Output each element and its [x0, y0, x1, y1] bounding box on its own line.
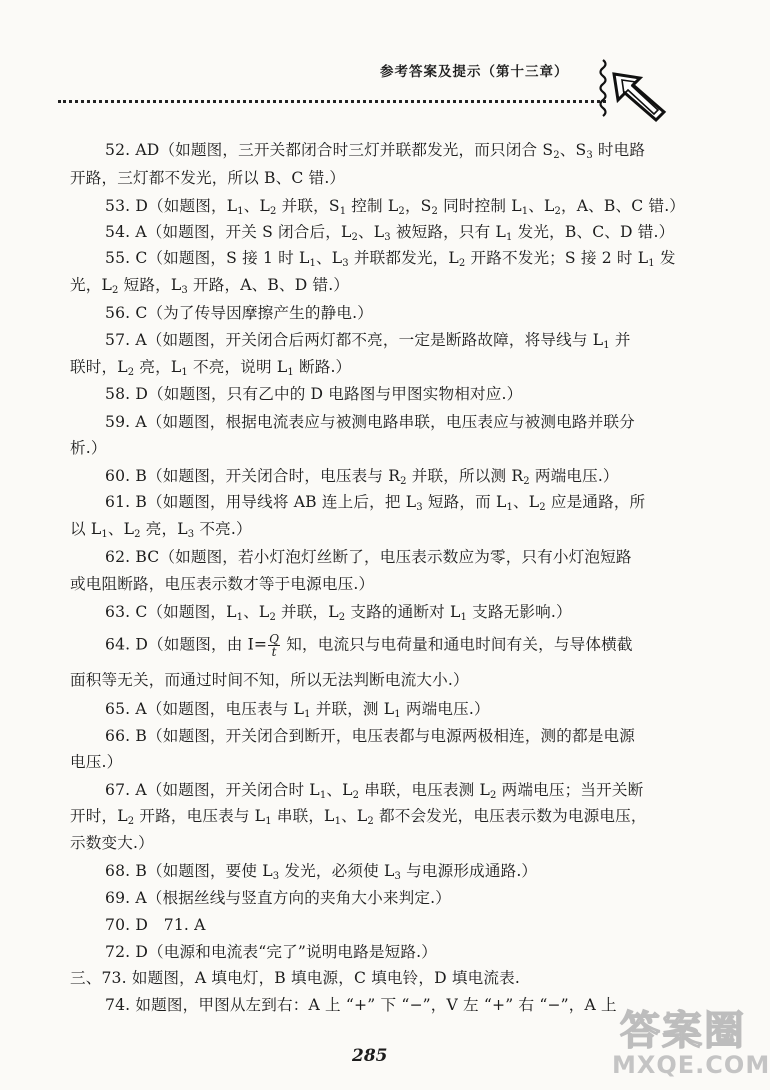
answer-line: 61. B（如题图，用导线将 AB 连上后，把 $L_3$ 短路，而 $L_1$、$L_2$ 应是通路，所 [105, 493, 646, 513]
watermark-site-text: MXQE.COM [612, 1051, 770, 1079]
answer-line: 面积等无关，而通过时间不知，所以无法判断电流大小.） [70, 671, 469, 689]
answer-line: 69. A（根据丝线与竖直方向的夹角大小来判定.） [105, 889, 452, 907]
answer-line: 54. A（如题图，开关 S 闭合后，$L_2$、$L_3$ 被短路，只有 $L_1$ 发光，B、C、D 错.） [105, 223, 675, 243]
answer-line: 或电阻断路，电压表示数才等于电源电压.） [70, 575, 375, 593]
answer-line: 66. B（如题图，开关闭合到断开，电压表都与电源两极相连，测的都是电源 [105, 727, 636, 745]
answer-line: 开时，$L_2$ 开路，电压表与 $L_1$ 串联，$L_1$、$L_2$ 都不会发光，电压表示数为电源电压， [70, 807, 647, 827]
answer-line: 三、73. 如题图，A 填电灯，B 填电源，C 填电铃，D 填电流表. [70, 969, 521, 987]
answer-line: 70. D 71. A [105, 916, 206, 934]
answer-line: 74. 如题图，甲图从左到右：A 上 “+” 下 “−”，V 左 “+” 右 “−”，A 上 [105, 996, 617, 1014]
answer-line: 开路，三灯都不发光，所以 B、C 错.） [70, 169, 346, 187]
formula-fraction: $\frac{Q}{t}$ [269, 632, 280, 659]
watermark-logo [606, 995, 770, 1085]
answer-line: 72. D（电源和电流表“完了”说明电路是短路.） [105, 943, 438, 961]
answer-line: 64. D（如题图，由 I= $\frac{Q}{t}$ 知，电流只与电荷量和通电时间有关，与导体横截 [105, 632, 633, 659]
answer-line: 示数变大.） [70, 834, 154, 852]
answer-line: 55. C（如题图，S 接 1 时 $L_1$、$L_3$ 并联都发光，$L_2$ 开路不发光；S 接 2 时 $L_1$ 发 [105, 249, 676, 269]
answer-line: 58. D（如题图，只有乙中的 D 电路图与甲图实物相对应.） [105, 385, 523, 403]
answer-line: 67. A（如题图，开关闭合时 $L_1$、$L_2$ 串联，电压表测 $L_2$ 两端电压；当开关断 [105, 781, 644, 801]
answer-line: 以 $L_1$、$L_2$ 亮，$L_3$ 不亮.） [70, 520, 252, 540]
answer-line: 联时，$L_2$ 亮，$L_1$ 不亮，说明 $L_1$ 断路.） [70, 358, 352, 378]
answer-line: 光，$L_2$ 短路，$L_3$ 开路，A、B、D 错.） [70, 276, 350, 296]
answer-line: 59. A（如题图，根据电流表应与被测电路串联，电压表应与被测电路并联分 [105, 413, 635, 431]
answer-line: 60. B（如题图，开关闭合时，电压表与 $R_2$ 并联，所以测 $R_2$ 两端电压.） [105, 467, 619, 487]
answer-line: 57. A（如题图，开关闭合后两灯都不亮，一定是断路故障，将导线与 $L_1$ 并 [105, 331, 631, 351]
answer-line: 63. C（如题图，$L_1$、$L_2$ 并联，$L_2$ 支路的通断对 $L_1$ 支路无影响.） [105, 603, 572, 623]
answer-line: 析.） [70, 439, 107, 457]
page-number: 285 [352, 1046, 388, 1066]
answer-line: 53. D（如题图，$L_1$、$L_2$ 并联，$S_1$ 控制 $L_2$，$S_2$ 同时控制 $L_1$、$L_2$，A、B、C 错.） [105, 197, 686, 217]
answer-line: 电压.） [70, 753, 123, 771]
chapter-header-title: 参考答案及提示（第十三章） [380, 64, 569, 80]
answer-line: 62. BC（如题图，若小灯泡灯丝断了，电压表示数应为零，只有小灯泡短路 [105, 548, 632, 566]
answer-line: 52. AD（如题图，三开关都闭合时三灯并联都发光，而只闭合 $S_2$、$S_3$ 时电路 [105, 141, 646, 161]
answer-line: 68. B（如题图，要使 $L_3$ 发光，必须使 $L_3$ 与电源形成通路.） [105, 862, 538, 882]
answer-line: 56. C（为了传导因摩擦产生的静电.） [105, 304, 373, 322]
watermark-logo-text: 答案圈 [620, 1008, 746, 1054]
answer-line: 65. A（如题图，电压表与 $L_1$ 并联，测 $L_1$ 两端电压.） [105, 700, 490, 720]
